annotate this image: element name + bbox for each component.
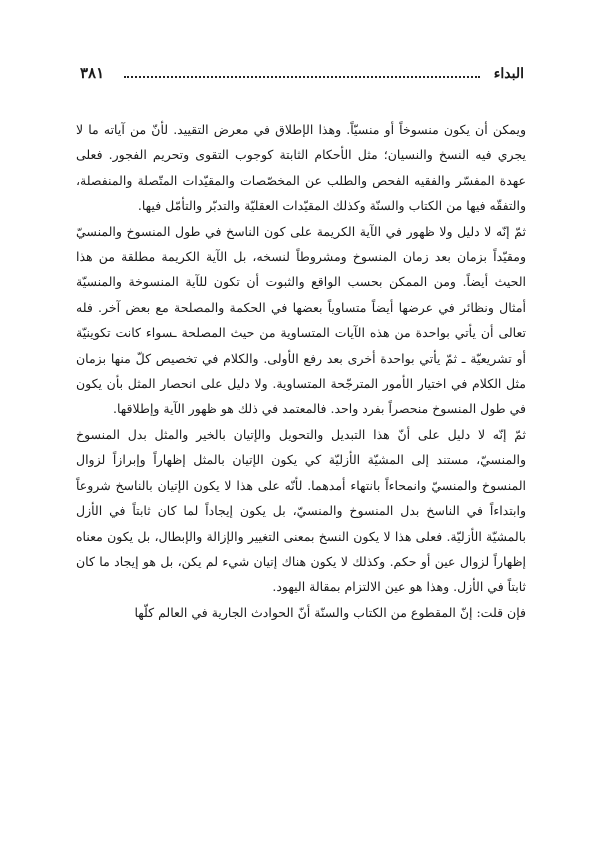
chapter-title: البداء (493, 66, 524, 82)
paragraph: ثمّ إنّه لا دليل ولا ظهور في الآية الكريمة على كون الناسخ في طول المنسوخ والمنسيّ ومقيّداً بزمان بعد زمان المنسوخ ومشروطاً لنسخه، بل الآية الكريمة مطلقة من هذا الحيث أيضاً. ومن الممكن بحسب الواقع والثبوت أن تكون للآية المنسوخة والمنسيّة أمثال ونظائر في عرضها أيضاً متساوياً بعضها في الحكمة والمصلحة مع بعض آخر. فله تعالى أن يأتي بواحدة من هذه الآيات المتساوية من حيث المصلحة ـسواء كانت تكوينيّة أو تشريعيّة ـ ثمّ يأتي بواحدة أخرى بعد رفع الأولى. والكلام في تخصيص كلّ منها بزمان مثل الكلام في اختيار الأمور المترجّحة المتساوية. ولا دليل على انحصار المثل بأن يكون في طول المنسوخ منحصراً بفرد واحد. فالمعتمد في ذلك هو ظهور الآية وإطلاقها. (76, 223, 526, 417)
running-header (80, 64, 524, 86)
paragraph: ويمكن أن يكون منسوخاً أو منسيّاً. وهذا الإطلاق في معرض التقييد. لأنّ من آياته ما لا يجري فيه النسخ والنسيان؛ مثل الأحكام الثابتة كوجوب التقوى وتحريم الفجور. فعلى عهدة المفسّر والفقيه الفحص والطلب عن المخصّصات والمقيّدات المتّصلة والمنفصلة، والتفقّه فيها من الكتاب والسنّة وكذلك المقيّدات العقليّة والتدبّر والتأمّل فيها. (76, 122, 526, 214)
leader-dots (124, 76, 480, 78)
body-text (76, 117, 526, 625)
page-number: ٣٨١ (80, 64, 105, 82)
paragraph: ثمّ إنّه لا دليل على أنّ هذا التبديل والتحويل والإتيان بالخير والمثل بدل المنسوخ والمنسيّ، مستند إلى المشيّة الأزليّة كي يكون الإتيان بالمثل إظهاراً وإبرازاً لزوال المنسوخ والمنسيّ وانمحاءاً بانتهاء أمدهما. لأنّه على هذا لا يكون الإتيان بالناسخ شروعاً وابتداءاً في الناسخ بدل المنسوخ والمنسيّ، بل يكون إيجاداً لما كان ثابتاً في الأزل بالمشيّة الأزليّة. فعلى هذا لا يكون النسخ بمعنى التغيير والإزالة والإبطال، بل يكون معناه إظهاراً لزوال عين أو حكم. وكذلك لا يكون هناك إتيان شيء لم يكن، بل هو إيجاد ما كان ثابتاً في الأزل. وهذا هو عين الالتزام بمقالة اليهود. (76, 426, 526, 595)
paragraph: فإن قلت: إنّ المقطوع من الكتاب والسنّة أنّ الحوادث الجارية في العالم كلّها (134, 604, 526, 620)
